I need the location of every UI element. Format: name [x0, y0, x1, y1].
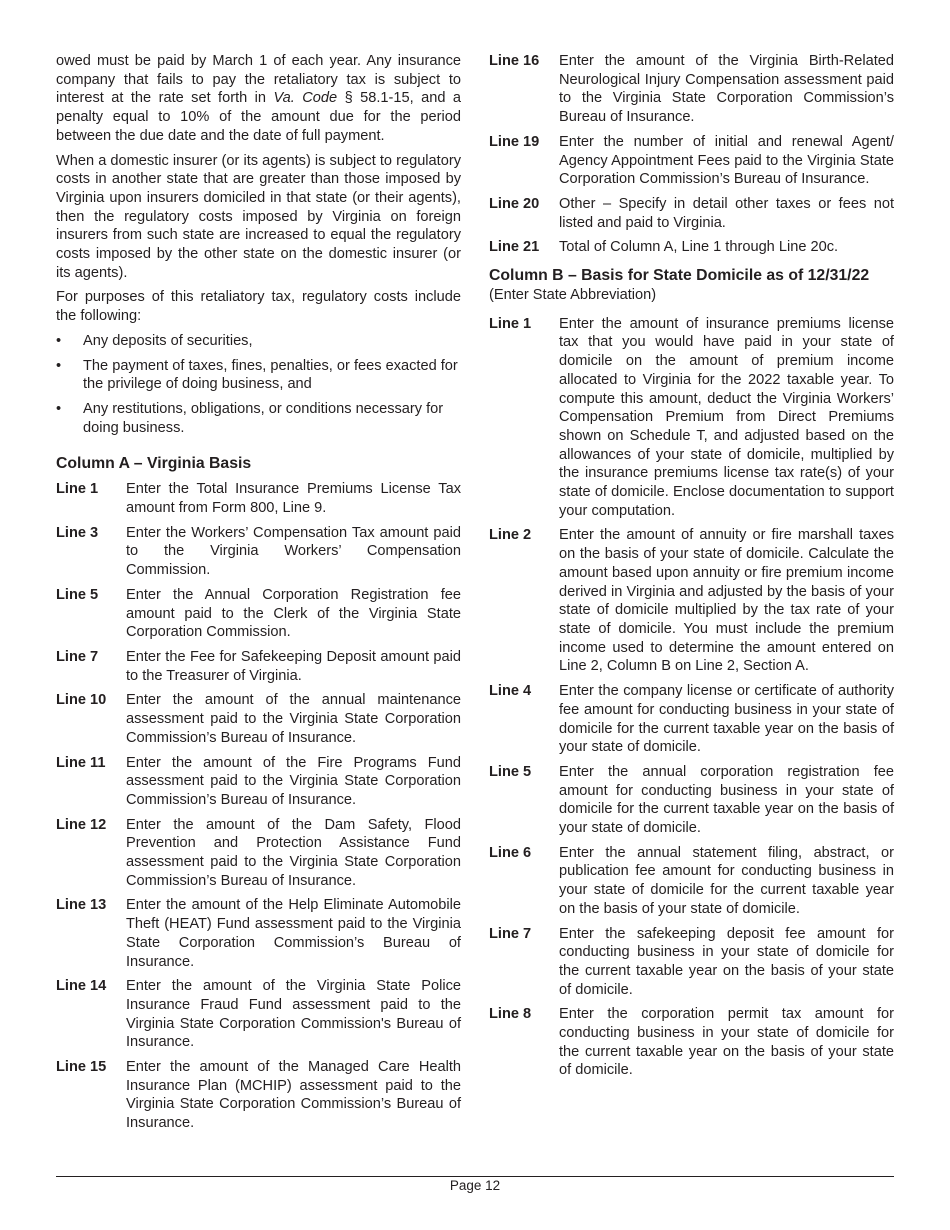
instruction-line — [489, 925, 894, 1000]
line-text: Enter the amount of insurance premiums license tax that you would have paid in your state of domicile on the amount of premium income allocated to Virginia for the 2022 taxable year. To compute this amount, deduct the Virginia Workers’ Compensation Premium from Direct Premiums shown on Schedule T, and adjusted based on the allowances of your state of domicile, multiplied by the insurance premiums license tax rate(s) of your state of domicile. Enclose documentation to support your computation. — [559, 315, 894, 519]
line-text: Enter the corporation permit tax amount for conducting business in your state of domicile for the current taxable year on the basis of your state of domicile. — [559, 1006, 894, 1079]
line-label: Line 11 — [56, 754, 106, 771]
instruction-line — [56, 586, 461, 642]
line-label: Line 2 — [489, 527, 532, 544]
line-label: Line 19 — [489, 133, 540, 150]
instruction-line — [489, 195, 894, 232]
line-text: Enter the Annual Corporation Registration fee amount paid to the Clerk of the Virginia State Corporation Commission. — [126, 586, 461, 641]
right-column — [489, 52, 894, 1086]
line-text: Enter the amount of the annual maintenance assessment paid to the Virginia State Corporation Commission’s Bureau of Insurance. — [126, 692, 461, 746]
instruction-line — [56, 977, 461, 1052]
line-text: Enter the amount of the Help Eliminate Automobile Theft (HEAT) Fund assessment paid to the Virginia State Corporation Commission’s Bureau of Insurance. — [126, 897, 461, 970]
line-text: Enter the number of initial and renewal Agent/ Agency Appointment Fees paid to the Virginia State Corporation Commission’s Bureau of Insurance. — [559, 133, 894, 188]
column-a-heading: Column A – Virginia Basis — [56, 455, 252, 473]
line-text: Total of Column A, Line 1 through Line 20c. — [559, 239, 839, 256]
line-label: Line 10 — [56, 692, 107, 709]
instruction-line — [56, 648, 461, 685]
line-label: Line 16 — [489, 53, 540, 69]
instruction-line — [489, 526, 894, 676]
va-code-citation: Va. Code — [273, 90, 338, 107]
column-b-heading: Column B – Basis for State Domicile as of 12/31/22 — [489, 267, 870, 285]
line-text: Enter the amount of annuity or fire marshall taxes on the basis of your state of domicile. Calculate the amount based upon annuity or fire premium income derived in Virginia and adjusted by the basis of your state of domicile multiplied by the tax rate of your state of domicile. You must include the premium income used to determine the amount entered on Line 2, Column B on Line 2, Section A. — [559, 527, 894, 675]
line-text: Enter the annual corporation registration fee amount for conducting business in your state of domicile for the current taxable year on the basis of your state of domicile. — [559, 763, 894, 837]
line-text: Enter the amount of the Managed Care Health Insurance Plan (MCHIP) assessment paid to the Virginia State Corporation Commission’s Bureau of Insurance. — [126, 1059, 461, 1132]
line-label: Line 1 — [489, 315, 532, 332]
column-b-lines — [489, 315, 894, 1080]
list-item: • Any deposits of securities, — [56, 332, 253, 349]
line-text: Enter the Total Insurance Premiums License Tax amount from Form 800, Line 9. — [126, 481, 461, 517]
instruction-line — [56, 480, 461, 517]
regulatory-costs-intro: For purposes of this retaliatory tax, regulatory costs include the following: — [56, 289, 461, 325]
instruction-line — [56, 754, 461, 810]
line-label: Line 5 — [56, 586, 99, 603]
instruction-line — [56, 691, 461, 747]
line-text: Enter the Fee for Safekeeping Deposit amount paid to the Treasurer of Virginia. — [126, 648, 461, 684]
instruction-line — [489, 844, 894, 919]
instruction-line — [489, 315, 894, 521]
list-item: • The payment of taxes, fines, penalties, or fees exacted for the privilege of doing business, and — [56, 357, 458, 393]
line-label: Line 21 — [489, 239, 540, 256]
instruction-line — [489, 133, 894, 189]
instruction-line — [489, 763, 894, 838]
bullet-icon: • — [56, 357, 62, 374]
instruction-line — [489, 238, 894, 257]
line-text: Enter the amount of the Virginia State Police Insurance Fraud Fund assessment paid to the Virginia State Corporation Commission's Bureau of Insurance. — [126, 978, 461, 1051]
instruction-line — [56, 896, 461, 971]
instruction-line — [56, 524, 461, 580]
line-text: Enter the safekeeping deposit fee amount for conducting business in your state of domicile for the current taxable year on the basis of your state of domicile. — [559, 925, 894, 998]
column-a-lines-continued — [489, 52, 894, 257]
line-label: Line 3 — [56, 524, 99, 541]
line-label: Line 1 — [56, 481, 99, 498]
instruction-line — [489, 682, 894, 757]
instruction-line — [489, 1005, 894, 1080]
line-label: Line 7 — [56, 648, 99, 665]
line-label: Line 8 — [489, 1006, 532, 1023]
line-label: Line 15 — [56, 1059, 107, 1076]
instruction-line — [489, 52, 894, 127]
column-a-lines — [56, 480, 461, 1133]
line-label: Line 7 — [489, 925, 532, 942]
instruction-line — [56, 1058, 461, 1133]
line-label: Line 20 — [489, 195, 540, 212]
list-item: • Any restitutions, obligations, or conditions necessary for doing business. — [56, 400, 444, 436]
line-label: Line 13 — [56, 897, 107, 914]
instruction-line — [56, 816, 461, 891]
retaliatory-interest-paragraph: owed must be paid by March 1 of each year. Any insurance company that fails to pay the retaliatory tax is subject to interest at the rate set forth in Va. Code § 58.1-15, and a penalty equal to 10% of the amount due for the period between the due date and the date of full payment. — [56, 53, 462, 144]
line-text: Enter the company license or certificate of authority fee amount for conducting business in your state of domicile for the current taxable year on the basis of your state of domicile. — [559, 683, 894, 756]
line-label: Line 5 — [489, 763, 532, 780]
line-text: Enter the amount of the Dam Safety, Flood Prevention and Protection Assistance Fund assessment paid to the Virginia State Corporation Commission’s Bureau of Insurance. — [126, 816, 461, 889]
bullet-icon: • — [56, 332, 62, 349]
line-label: Line 6 — [489, 844, 532, 861]
line-text: Enter the amount of the Virginia Birth-Related Neurological Injury Compensation assessment paid to the Virginia State Corporation Commission’s Bureau of Insurance. — [559, 53, 894, 126]
line-label: Line 4 — [489, 683, 532, 700]
line-text: Enter the annual statement filing, abstract, or publication fee amount for conducting business in your state of domicile for the current taxable year on the basis of your state of domicile. — [559, 844, 894, 917]
bullet-icon: • — [56, 400, 62, 417]
page-number: Page 12 — [449, 1178, 501, 1193]
line-text: Other – Specify in detail other taxes or fees not listed and paid to Virginia. — [559, 195, 894, 231]
line-text: Enter the Workers’ Compensation Tax amount paid to the Virginia Workers’ Compensation Commission. — [126, 524, 461, 579]
column-b-subheading: (Enter State Abbreviation) — [489, 287, 657, 304]
line-label: Line 12 — [56, 816, 107, 833]
left-column — [56, 52, 461, 1139]
line-text: Enter the amount of the Fire Programs Fund assessment paid to the Virginia State Corporation Commission’s Bureau of Insurance. — [126, 754, 461, 808]
regulatory-costs-list — [56, 332, 461, 438]
domestic-insurer-paragraph: When a domestic insurer (or its agents) is subject to regulatory costs in another state that are greater than those imposed by Virginia upon insurers domiciled in that state (or their agents), then the regulatory costs imposed by Virginia on foreign insurers from such state are increased to equal the regulatory costs imposed by the other state on the domestic insurer (or its agents). — [56, 152, 461, 281]
line-label: Line 14 — [56, 978, 107, 995]
